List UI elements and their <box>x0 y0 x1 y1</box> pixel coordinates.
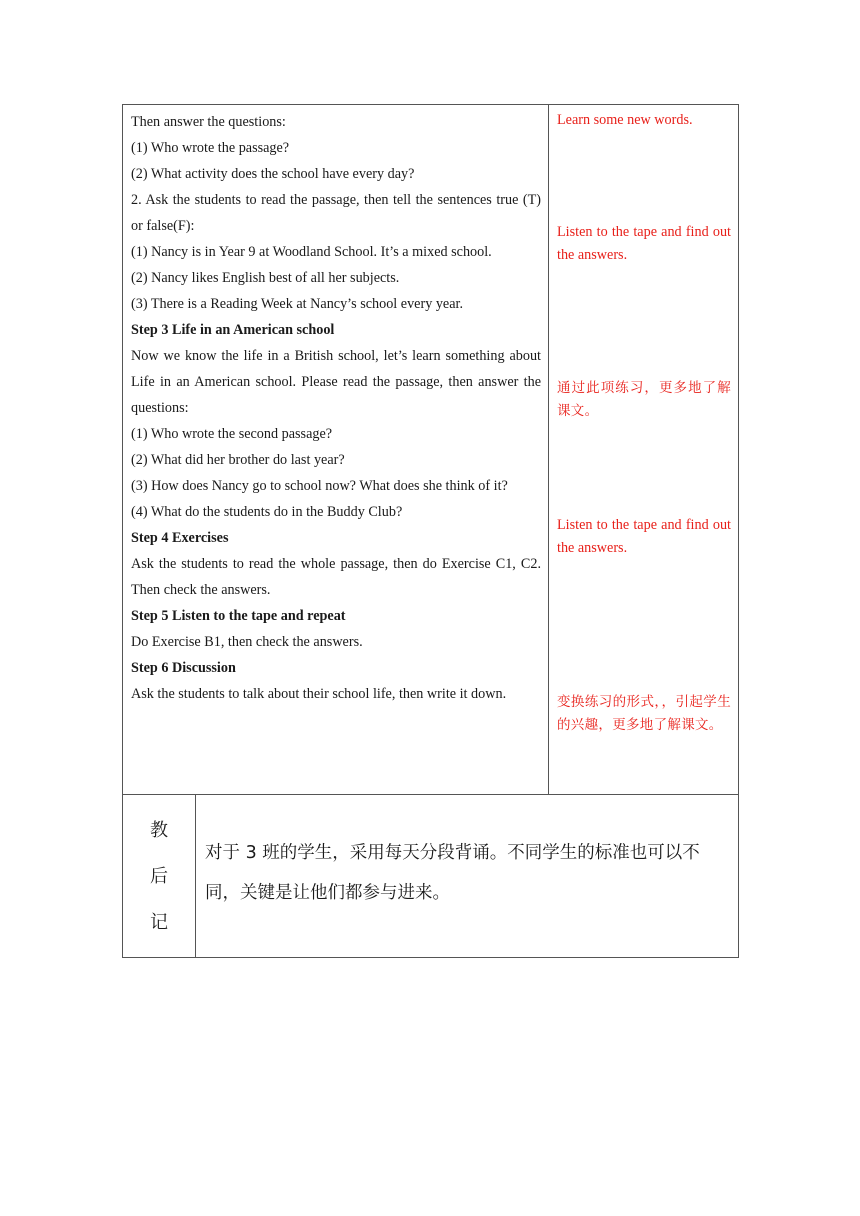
procedure-line: (3) There is a Reading Week at Nancy’s school every year. <box>131 296 464 312</box>
design-note: Learn some new words. <box>557 112 693 128</box>
procedure-line: Then answer the questions: <box>131 114 286 130</box>
column-divider <box>548 105 549 794</box>
step-heading: Step 6 Discussion <box>131 660 236 676</box>
label-divider <box>195 794 196 958</box>
step-heading: Step 5 Listen to the tape and repeat <box>131 608 346 624</box>
procedure-line: (1) Who wrote the passage? <box>131 140 290 156</box>
procedure-line: Do Exercise B1, then check the answers. <box>131 634 363 650</box>
label-char: 后 <box>150 866 168 887</box>
lesson-plan-table <box>122 104 739 958</box>
label-char: 记 <box>150 912 168 933</box>
procedure-line: Ask the students to read the whole passage, then do Exercise C1, C2. Then check the answers. <box>131 556 541 598</box>
step-heading: Step 4 Exercises <box>131 530 229 546</box>
procedure-line: (4) What do the students do in the Buddy Club? <box>131 504 403 520</box>
procedure-line: (3) How does Nancy go to school now? What does she think of it? <box>131 478 508 494</box>
design-note: Listen to the tape and find out the answers. <box>557 517 731 556</box>
label-char: 教 <box>150 820 168 841</box>
procedure-line: (2) What activity does the school have every day? <box>131 166 415 182</box>
step-heading: Step 3 Life in an American school <box>131 322 335 338</box>
procedure-line: Ask the students to talk about their school life, then write it down. <box>131 686 507 702</box>
procedure-column <box>131 109 541 707</box>
reflection-text: 对于 3 班的学生，采用每天分段背诵。不同学生的标准也可以不同，关键是让他们都参与进来。 <box>205 843 700 903</box>
design-note: 变换练习的形式，，引起学生的兴趣，更多地了解课文。 <box>557 694 731 733</box>
procedure-line: (2) Nancy likes English best of all her subjects. <box>131 270 400 286</box>
row-divider <box>123 794 738 795</box>
design-note: 通过此项练习，更多地了解课文。 <box>557 380 731 419</box>
design-note: Listen to the tape and find out the answers. <box>557 224 731 263</box>
procedure-line: (2) What did her brother do last year? <box>131 452 345 468</box>
procedure-line: (1) Who wrote the second passage? <box>131 426 333 442</box>
procedure-line: Now we know the life in a British school, let’s learn something about Life in an American school. Please read the passage, then answer the questions: <box>131 348 541 416</box>
reflection-label <box>123 808 195 946</box>
procedure-line: (1) Nancy is in Year 9 at Woodland School. It’s a mixed school. <box>131 244 492 260</box>
procedure-line: 2. Ask the students to read the passage, then tell the sentences true (T) or false(F): <box>131 192 541 234</box>
